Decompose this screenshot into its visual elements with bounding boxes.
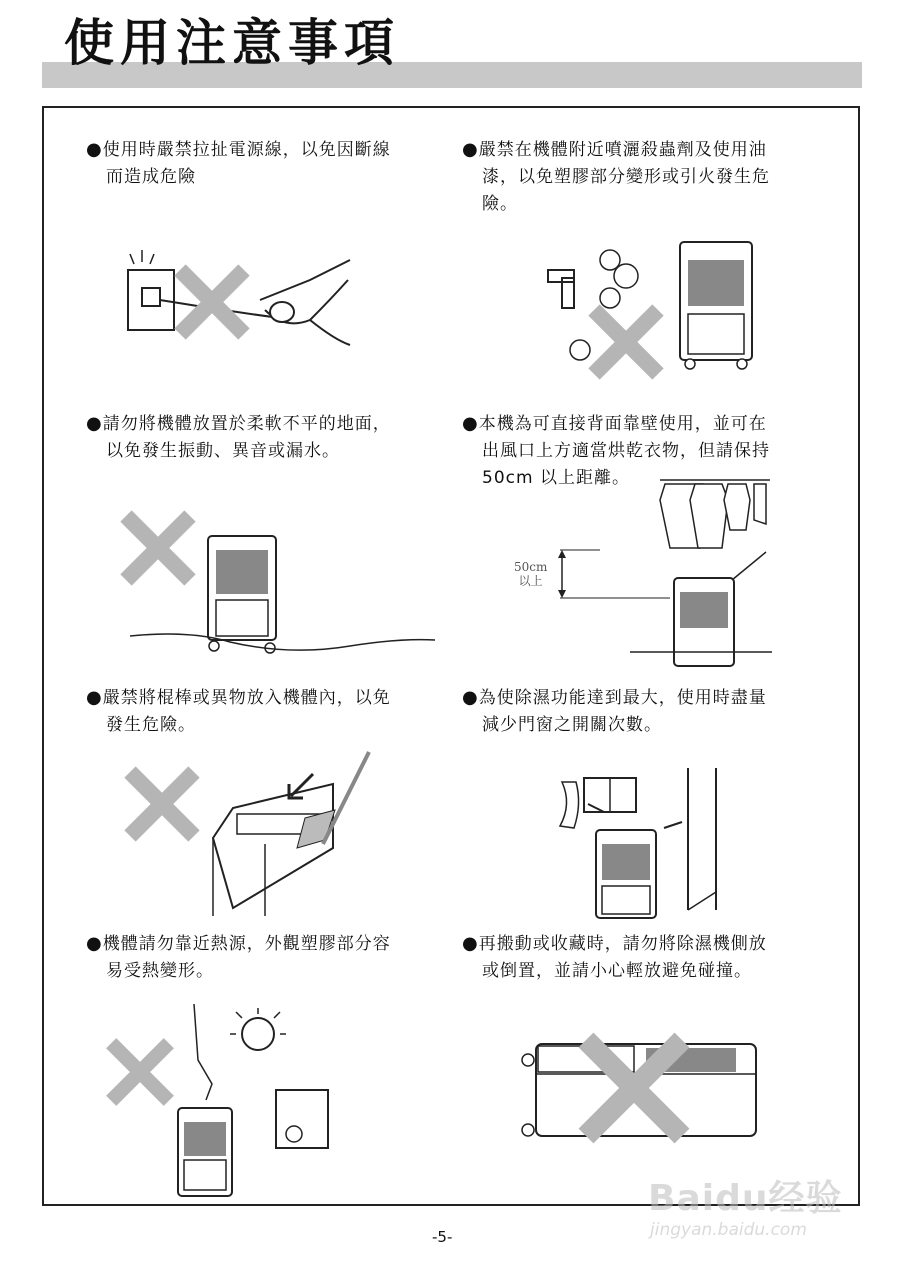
watermark xyxy=(648,1140,858,1240)
drying-clothes-illustration xyxy=(510,470,780,670)
item-line-1: 使用時嚴禁拉扯電源線，以免因斷線 xyxy=(102,140,391,160)
item-line-2: 以免發生振動、異音或漏水。 xyxy=(106,441,340,461)
heat-source-illustration xyxy=(176,1000,336,1200)
bullet-icon: ● xyxy=(86,933,103,954)
bullet-icon: ● xyxy=(86,687,103,708)
item-line-1: 再搬動或收藏時，請勿將除濕機側放 xyxy=(478,934,767,954)
caution-item-8 xyxy=(462,930,767,985)
item-line-2: 減少門窗之開關次數。 xyxy=(482,715,662,735)
item-line-1: 機體請勿靠近熱源，外觀塑膠部分容 xyxy=(102,934,391,954)
prohibited-x-icon xyxy=(122,764,202,844)
prohibited-x-icon xyxy=(574,1028,694,1148)
item-line-1: 為使除濕功能達到最大，使用時盡量 xyxy=(478,688,767,708)
prohibited-x-icon xyxy=(172,262,252,342)
distance-label-top: 50cm xyxy=(514,560,548,574)
bullet-icon: ● xyxy=(86,413,103,434)
item-line-2: 出風口上方適當烘乾衣物，但請保持 xyxy=(482,441,770,461)
item-line-1: 嚴禁在機體附近噴灑殺蟲劑及使用油 xyxy=(478,140,767,160)
bullet-icon: ● xyxy=(462,139,479,160)
bullet-icon: ● xyxy=(462,687,479,708)
uneven-floor-illustration xyxy=(130,530,440,660)
insert-object-illustration xyxy=(205,748,385,918)
item-line-2: 發生危險。 xyxy=(106,715,196,735)
caution-item-3 xyxy=(86,410,391,465)
item-line-3: 險。 xyxy=(482,194,518,214)
distance-label xyxy=(514,560,547,588)
doors-windows-illustration xyxy=(548,764,748,924)
caution-item-6 xyxy=(462,684,767,739)
watermark-logo: Baidu经验 xyxy=(648,1178,843,1219)
caution-item-7 xyxy=(86,930,391,985)
page-number: -5- xyxy=(432,1228,453,1246)
caution-item-2 xyxy=(462,136,770,218)
bullet-icon: ● xyxy=(86,139,103,160)
bullet-icon: ● xyxy=(462,413,479,434)
watermark-url: jingyan.baidu.com xyxy=(650,1220,807,1240)
item-line-1: 嚴禁將棍棒或異物放入機體內，以免 xyxy=(102,688,391,708)
caution-item-1 xyxy=(86,136,391,191)
item-line-3: 50cm 以上距離。 xyxy=(482,468,630,488)
page-title: 使用注意事項 xyxy=(64,14,400,72)
item-line-2: 易受熱變形。 xyxy=(106,961,214,981)
prohibited-x-icon xyxy=(104,1036,176,1108)
bullet-icon: ● xyxy=(462,933,479,954)
prohibited-x-icon xyxy=(586,302,666,382)
distance-label-bottom: 以上 xyxy=(518,574,543,588)
item-line-1: 本機為可直接背面靠壁使用，並可在 xyxy=(478,414,767,434)
item-line-1: 請勿將機體放置於柔軟不平的地面， xyxy=(102,414,391,434)
item-line-2: 或倒置，並請小心輕放避免碰撞。 xyxy=(482,961,752,981)
item-line-2: 而造成危險 xyxy=(106,167,196,187)
caution-item-5 xyxy=(86,684,391,739)
item-line-2: 漆，以免塑膠部分變形或引火發生危 xyxy=(482,167,770,187)
